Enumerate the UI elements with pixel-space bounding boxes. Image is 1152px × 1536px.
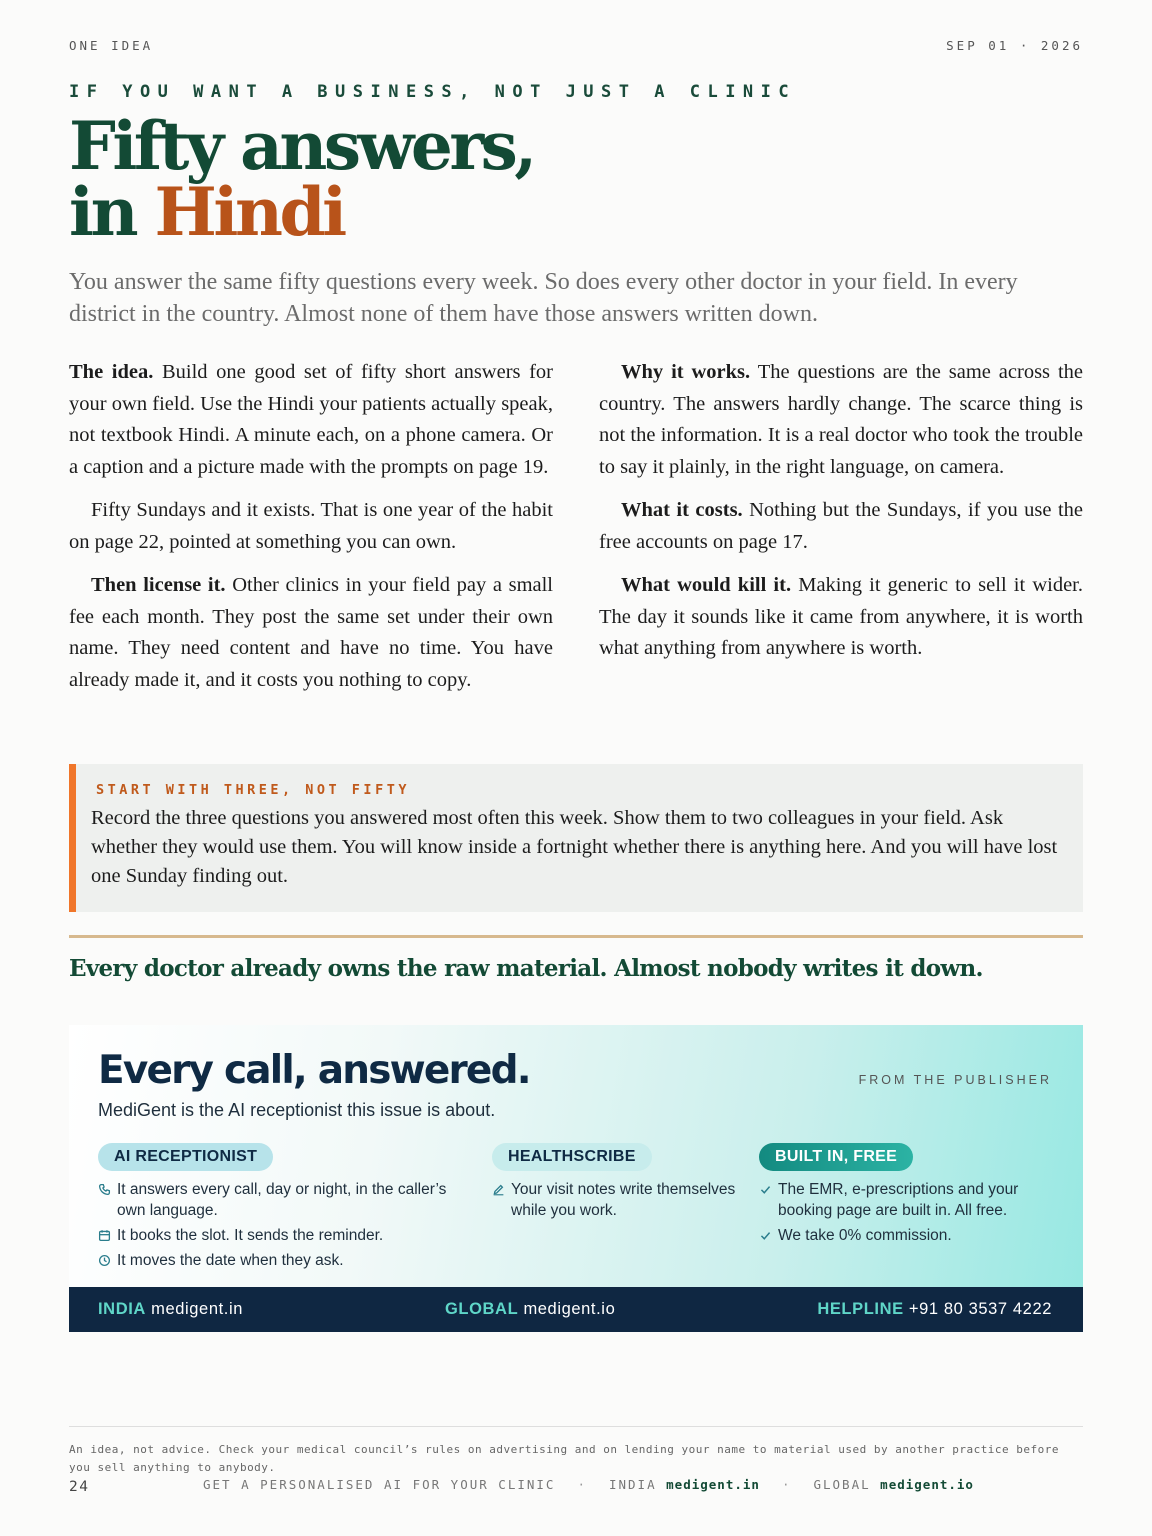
separator: ·: [781, 1477, 792, 1492]
paragraph: What would kill it. Making it generic to sell it wider. The day it sounds like it came from anywhere, it is worth what anything from anywhere is worth.: [599, 574, 1083, 659]
feature-item: It moves the date when they ask.: [98, 1250, 458, 1271]
feature-item: It answers every call, day or night, in the caller’s own language.: [98, 1179, 458, 1221]
ad-column-built-in: [759, 1143, 1059, 1250]
feature-item: It books the slot. It sends the reminder.: [98, 1225, 458, 1246]
global-link[interactable]: GLOBAL medigent.io: [444, 1300, 616, 1318]
clock-icon: [98, 1254, 111, 1267]
standfirst: You answer the same fifty questions every week. So does every other doctor in your field. In every district in the country. Almost none of them have those answers written down.: [69, 269, 1018, 327]
right-column: [599, 357, 1083, 708]
ad-headline: Every call, answered.: [98, 1048, 530, 1093]
pen-icon: [492, 1183, 505, 1196]
helpline-link[interactable]: HELPLINE +91 80 3537 4222: [817, 1300, 1052, 1318]
title-line-2-pre: in: [69, 173, 155, 251]
paragraph-lead: Why it works.: [621, 361, 751, 383]
page-number: 24: [69, 1479, 90, 1495]
section-label: ONE IDEA: [69, 38, 154, 53]
footer-divider: [69, 1426, 1083, 1427]
paragraph: What it costs. Nothing but the Sundays, if you use the free accounts on page 17.: [599, 499, 1083, 553]
check-icon: [759, 1183, 772, 1196]
paragraph: Why it works. The questions are the same across the country. The answers hardly change. The scarce thing is not the information. It is a real doctor who took the trouble to say it plainly, in the right language, on camera.: [599, 361, 1083, 478]
phone-icon: [98, 1183, 111, 1196]
publisher-ad[interactable]: [69, 1025, 1083, 1332]
footer-global-link[interactable]: GLOBAL medigent.io: [813, 1477, 974, 1492]
paragraph-lead: Then license it.: [91, 574, 226, 596]
check-icon: [759, 1229, 772, 1242]
pull-quote: Every doctor already owns the raw material. Almost nobody writes it down.: [69, 955, 983, 982]
paragraph-lead: The idea.: [69, 361, 154, 383]
page-header: [69, 38, 1083, 53]
paragraph: Fifty Sundays and it exists. That is one year of the habit on page 22, pointed at something you can own.: [69, 499, 553, 553]
paragraph-lead: What it costs.: [621, 499, 743, 521]
divider: [69, 935, 1083, 938]
footer-india-link[interactable]: INDIA medigent.in: [608, 1477, 760, 1492]
feature-pill: AI RECEPTIONIST: [98, 1143, 273, 1171]
separator: ·: [577, 1477, 587, 1492]
callout-title: START WITH THREE, NOT FIFTY: [96, 782, 410, 798]
callout-body: Record the three questions you answered most often this week. Show them to two colleagues in your field. Ask whether they would use them. You will know inside a fortnight whether there is anything here. And you will have lost one Sunday finding out.: [91, 807, 1058, 887]
feature-pill: BUILT IN, FREE: [759, 1143, 913, 1171]
ad-subheadline: MediGent is the AI receptionist this issue is about.: [98, 1100, 496, 1120]
footer-links: [203, 1477, 974, 1492]
paragraph: The idea. Build one good set of fifty short answers for your own field. Use the Hindi your patients actually speak, not textbook Hindi. A minute each, on a phone camera. Or a caption and a picture made with the prompts on page 19.: [69, 361, 554, 478]
title-line-1: Fifty answers,: [69, 107, 534, 185]
feature-item: The EMR, e-prescriptions and your booking page are built in. All free.: [759, 1179, 1059, 1221]
page-title: [69, 107, 534, 251]
ad-contact-bar: [69, 1287, 1083, 1332]
disclaimer: An idea, not advice. Check your medical council’s rules on advertising and on lending your name to material used by another practice before you sell anything to anybody.: [69, 1443, 1060, 1474]
footer-cta: GET A PERSONALISED AI FOR YOUR CLINIC: [203, 1477, 556, 1492]
issue-date: SEP 01 · 2026: [946, 38, 1083, 53]
paragraph: Then license it. Other clinics in your field pay a small fee each month. They post the same set under their own name. They need content and have no time. You have already made it, and it costs you nothing to copy.: [69, 574, 554, 691]
left-column: [69, 357, 553, 708]
callout-box: [69, 764, 1083, 912]
kicker: IF YOU WANT A BUSINESS, NOT JUST A CLINIC: [69, 82, 797, 102]
calendar-icon: [98, 1229, 111, 1242]
article-body: [69, 357, 1083, 708]
ad-column-receptionist: [98, 1143, 458, 1275]
india-link[interactable]: INDIA medigent.in: [98, 1300, 244, 1318]
ad-from-label: FROM THE PUBLISHER: [858, 1073, 1052, 1087]
feature-pill: HEALTHSCRIBE: [492, 1143, 652, 1171]
feature-item: Your visit notes write themselves while you work.: [492, 1179, 742, 1221]
title-accent-word: Hindi: [154, 173, 344, 251]
feature-item: We take 0% commission.: [759, 1225, 1059, 1246]
ad-column-healthscribe: [492, 1143, 742, 1225]
paragraph-lead: What would kill it.: [621, 574, 792, 596]
